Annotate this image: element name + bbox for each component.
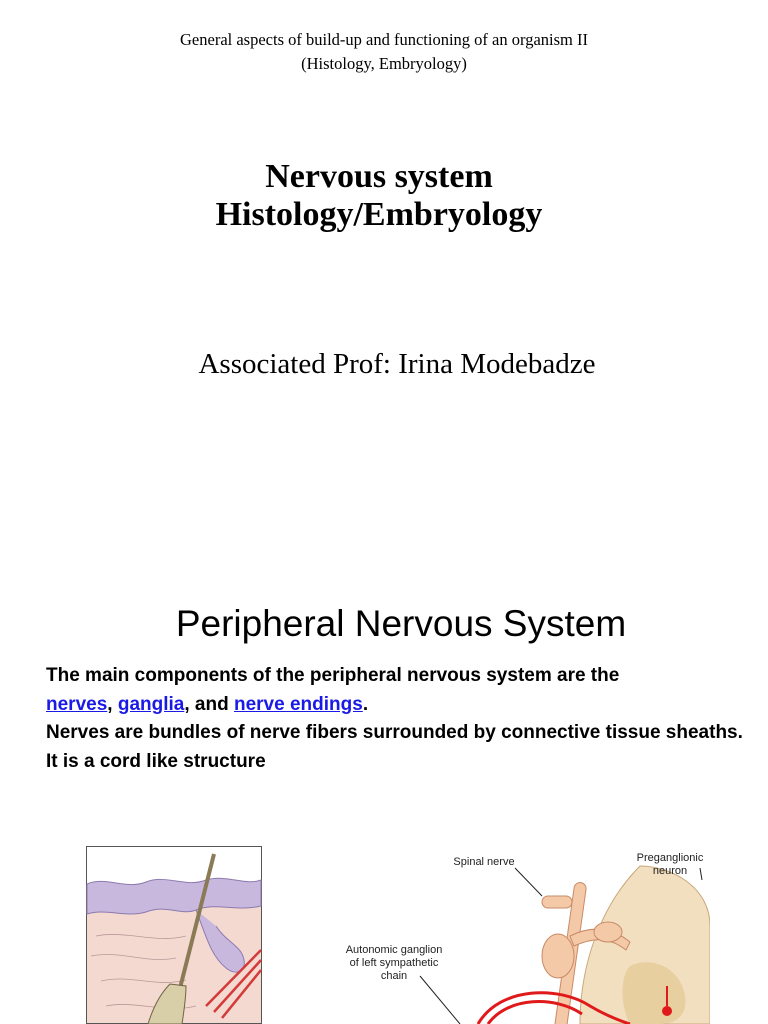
title-line-1: Nervous system [265,158,493,195]
neuron-cell-body [662,1006,672,1016]
separator-1: , [107,693,118,715]
header-line-1: General aspects of build-up and functioning of an organism II [180,30,588,49]
nerves-link[interactable]: nerves [46,693,108,715]
separator-2: , and [184,693,234,715]
spinal-nerve-label: Spinal nerve [453,856,515,868]
slide2-title: Peripheral Nervous System [175,603,627,644]
ganglia-link[interactable]: ganglia [117,693,185,715]
intro-paragraph [46,662,746,719]
slide1-header [0,28,768,76]
title-line-2: Histology/Embryology [215,196,543,233]
autonomic-ganglion-label-1: Autonomic ganglion [345,944,443,956]
header-line-2: (Histology, Embryology) [301,54,467,73]
autonomic-ganglion-label-2: of left sympathetic [349,957,439,969]
intro-text: The main components of the peripheral nervous system are the [46,665,620,686]
slide1-title [0,158,758,234]
nerve-endings-link[interactable]: nerve endings [233,693,363,715]
autonomic-ganglion-figure [330,846,710,1024]
nerves-description: Nerves are bundles of nerve fibers surrounded by connective tissue sheaths. It is a cord like structure [46,722,743,772]
autonomic-ganglion-label-3: chain [380,970,408,982]
preganglionic-label-2: neuron [652,865,688,877]
slide2-body [46,662,746,776]
preganglionic-label-1: Preganglionic [636,852,704,864]
author-line: Associated Prof: Irina Modebadze [198,348,596,380]
period: . [362,693,369,715]
skin-nerve-ending-figure [86,846,262,1024]
